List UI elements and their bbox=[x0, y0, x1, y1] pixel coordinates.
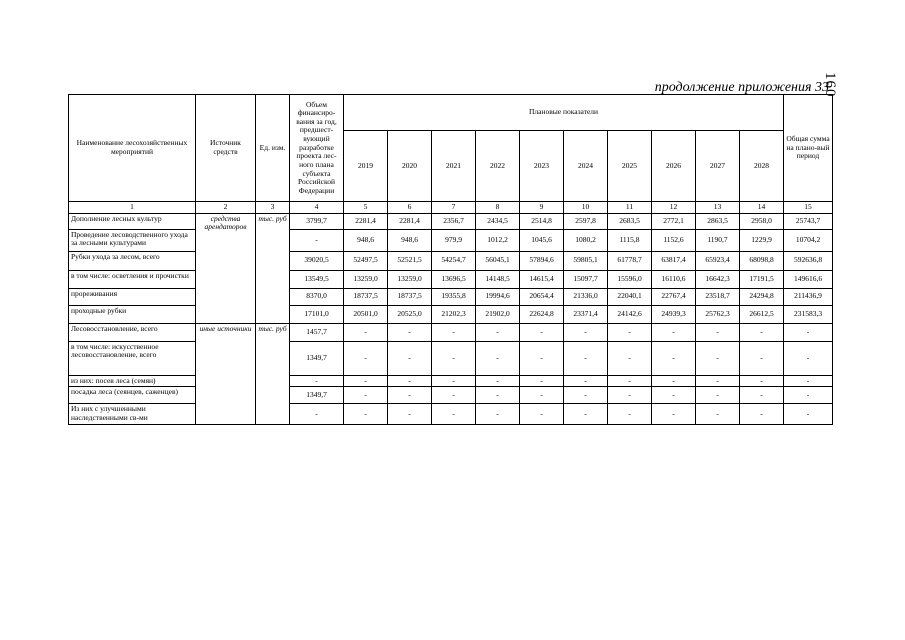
table-row bbox=[69, 404, 833, 424]
table-row bbox=[69, 375, 833, 387]
page-number: 160 bbox=[822, 72, 838, 98]
year-value: 54254,7 bbox=[432, 251, 476, 270]
year-value: 22040,1 bbox=[608, 288, 652, 305]
column-index: 15 bbox=[784, 202, 833, 214]
year-value: 20654,4 bbox=[520, 288, 564, 305]
year-header: 2028 bbox=[740, 131, 784, 202]
total-value: 211436,9 bbox=[784, 288, 833, 305]
source-cell: средства арендаторов bbox=[196, 213, 256, 323]
year-value: 65923,4 bbox=[696, 251, 740, 270]
prev-year-value: - bbox=[290, 375, 344, 387]
year-value: - bbox=[740, 341, 784, 375]
year-value: 20525,0 bbox=[388, 305, 432, 323]
year-value: - bbox=[652, 404, 696, 424]
year-value: 979,9 bbox=[432, 229, 476, 251]
column-index: 5 bbox=[344, 202, 388, 214]
year-value: - bbox=[520, 387, 564, 404]
year-header: 2022 bbox=[476, 131, 520, 202]
year-value: - bbox=[388, 375, 432, 387]
year-value: 19994,6 bbox=[476, 288, 520, 305]
year-value: 2281,4 bbox=[388, 213, 432, 229]
row-name: Проведение лесоводственного ухода за лесными культурами bbox=[69, 229, 196, 251]
year-value: - bbox=[344, 404, 388, 424]
table-row bbox=[69, 213, 833, 229]
year-value: - bbox=[520, 341, 564, 375]
year-value: 2863,5 bbox=[696, 213, 740, 229]
column-index: 2 bbox=[196, 202, 256, 214]
year-value: 21902,0 bbox=[476, 305, 520, 323]
table-row bbox=[69, 288, 833, 305]
year-value: - bbox=[432, 404, 476, 424]
year-value: - bbox=[388, 323, 432, 341]
row-name: в том числе: искусственное лесовосстановление, всего bbox=[69, 341, 196, 375]
year-value: 56045,1 bbox=[476, 251, 520, 270]
year-value: - bbox=[696, 404, 740, 424]
total-value: 10704,2 bbox=[784, 229, 833, 251]
row-name: Лесовосстановление, всего bbox=[69, 323, 196, 341]
header-name: Наименование лесохозяйственных мероприятий bbox=[69, 95, 196, 202]
year-value: - bbox=[652, 323, 696, 341]
column-index: 6 bbox=[388, 202, 432, 214]
year-value: 59805,1 bbox=[564, 251, 608, 270]
column-index: 7 bbox=[432, 202, 476, 214]
year-value: 18737,5 bbox=[344, 288, 388, 305]
total-value: - bbox=[784, 387, 833, 404]
prev-year-value: 17101,0 bbox=[290, 305, 344, 323]
header-unit: Ед. изм. bbox=[256, 95, 290, 202]
row-name: проходные рубки bbox=[69, 305, 196, 323]
table-row bbox=[69, 270, 833, 288]
table-row bbox=[69, 229, 833, 251]
year-value: 14615,4 bbox=[520, 270, 564, 288]
column-index: 14 bbox=[740, 202, 784, 214]
year-value: - bbox=[564, 404, 608, 424]
year-value: 21336,0 bbox=[564, 288, 608, 305]
year-value: - bbox=[696, 323, 740, 341]
row-name: прореживания bbox=[69, 288, 196, 305]
year-value: 1190,7 bbox=[696, 229, 740, 251]
row-name: посадка леса (сеянцев, саженцев) bbox=[69, 387, 196, 404]
prev-year-value: 39020,5 bbox=[290, 251, 344, 270]
prev-year-value: 3799,7 bbox=[290, 213, 344, 229]
year-value: - bbox=[608, 375, 652, 387]
year-value: 24294,8 bbox=[740, 288, 784, 305]
year-value: 13696,5 bbox=[432, 270, 476, 288]
year-value: - bbox=[432, 341, 476, 375]
year-value: - bbox=[608, 323, 652, 341]
row-name: Дополнение лесных культур bbox=[69, 213, 196, 229]
table-row bbox=[69, 323, 833, 341]
prev-year-value: 1349,7 bbox=[290, 387, 344, 404]
year-value: - bbox=[740, 404, 784, 424]
year-value: 25762,3 bbox=[696, 305, 740, 323]
year-value: 23371,4 bbox=[564, 305, 608, 323]
prev-year-value: 13549,5 bbox=[290, 270, 344, 288]
header-total: Общая сумма на плано-вый период bbox=[784, 95, 833, 202]
prev-year-value: - bbox=[290, 404, 344, 424]
year-value: 948,6 bbox=[344, 229, 388, 251]
year-header: 2026 bbox=[652, 131, 696, 202]
header-volume: Объем финансиро-вания за год, предшест-вующий разработке проекта лес-ного плана субъекта Российской Федерации bbox=[290, 95, 344, 202]
year-header: 2027 bbox=[696, 131, 740, 202]
year-value: 1229,9 bbox=[740, 229, 784, 251]
table-row bbox=[69, 251, 833, 270]
year-value: 15596,0 bbox=[608, 270, 652, 288]
row-name: Из них с улучшенными наследственными св-ми bbox=[69, 404, 196, 424]
year-value: 2772,1 bbox=[652, 213, 696, 229]
year-value: - bbox=[608, 341, 652, 375]
unit-cell: тыс. руб bbox=[256, 323, 290, 424]
year-value: - bbox=[476, 404, 520, 424]
year-value: 1012,2 bbox=[476, 229, 520, 251]
year-value: - bbox=[608, 404, 652, 424]
total-value: 592636,8 bbox=[784, 251, 833, 270]
year-value: - bbox=[432, 387, 476, 404]
total-value: - bbox=[784, 323, 833, 341]
column-index: 4 bbox=[290, 202, 344, 214]
year-value: - bbox=[652, 341, 696, 375]
column-index: 12 bbox=[652, 202, 696, 214]
year-value: - bbox=[388, 387, 432, 404]
year-value: - bbox=[740, 375, 784, 387]
total-value: 25743,7 bbox=[784, 213, 833, 229]
year-value: - bbox=[388, 404, 432, 424]
year-header: 2020 bbox=[388, 131, 432, 202]
year-value: 24939,3 bbox=[652, 305, 696, 323]
prev-year-value: 8370,0 bbox=[290, 288, 344, 305]
prev-year-value: - bbox=[290, 229, 344, 251]
year-value: - bbox=[520, 323, 564, 341]
year-value: 14148,5 bbox=[476, 270, 520, 288]
year-value: - bbox=[432, 375, 476, 387]
row-name: из них: посев леса (семян) bbox=[69, 375, 196, 387]
row-name: в том числе: осветления и прочистки bbox=[69, 270, 196, 288]
year-value: - bbox=[696, 375, 740, 387]
year-value: 1045,6 bbox=[520, 229, 564, 251]
year-value: 15097,7 bbox=[564, 270, 608, 288]
year-value: - bbox=[564, 323, 608, 341]
year-value: - bbox=[344, 341, 388, 375]
year-value: 17191,5 bbox=[740, 270, 784, 288]
year-value: 19355,8 bbox=[432, 288, 476, 305]
year-value: - bbox=[344, 323, 388, 341]
year-value: - bbox=[476, 387, 520, 404]
year-value: - bbox=[476, 341, 520, 375]
column-index: 13 bbox=[696, 202, 740, 214]
year-value: - bbox=[652, 387, 696, 404]
year-value: 21202,3 bbox=[432, 305, 476, 323]
table-row bbox=[69, 305, 833, 323]
year-header: 2019 bbox=[344, 131, 388, 202]
column-index: 8 bbox=[476, 202, 520, 214]
year-value: 1080,2 bbox=[564, 229, 608, 251]
year-value: 61778,7 bbox=[608, 251, 652, 270]
year-value: 2281,4 bbox=[344, 213, 388, 229]
header-planned: Плановые показатели bbox=[344, 95, 784, 131]
column-index: 10 bbox=[564, 202, 608, 214]
year-value: - bbox=[476, 323, 520, 341]
year-value: 16110,6 bbox=[652, 270, 696, 288]
year-value: 63817,4 bbox=[652, 251, 696, 270]
year-value: - bbox=[608, 387, 652, 404]
year-value: 1115,8 bbox=[608, 229, 652, 251]
column-index: 9 bbox=[520, 202, 564, 214]
column-index: 11 bbox=[608, 202, 652, 214]
year-value: 18737,5 bbox=[388, 288, 432, 305]
year-value: - bbox=[564, 387, 608, 404]
year-value: - bbox=[432, 323, 476, 341]
year-value: - bbox=[740, 323, 784, 341]
prev-year-value: 1457,7 bbox=[290, 323, 344, 341]
year-value: 22767,4 bbox=[652, 288, 696, 305]
year-value: - bbox=[388, 341, 432, 375]
year-value: 2597,8 bbox=[564, 213, 608, 229]
year-value: 22624,8 bbox=[520, 305, 564, 323]
total-value: - bbox=[784, 375, 833, 387]
year-value: 16642,3 bbox=[696, 270, 740, 288]
year-value: 1152,6 bbox=[652, 229, 696, 251]
year-value: 2514,8 bbox=[520, 213, 564, 229]
year-value: 20501,0 bbox=[344, 305, 388, 323]
header-source: Источник средств bbox=[196, 95, 256, 202]
year-value: - bbox=[564, 341, 608, 375]
year-header: 2023 bbox=[520, 131, 564, 202]
total-value: - bbox=[784, 404, 833, 424]
unit-cell: тыс. руб bbox=[256, 213, 290, 323]
total-value: 149616,6 bbox=[784, 270, 833, 288]
year-value: 26612,5 bbox=[740, 305, 784, 323]
year-value: 13259,0 bbox=[388, 270, 432, 288]
year-header: 2025 bbox=[608, 131, 652, 202]
year-value: 2356,7 bbox=[432, 213, 476, 229]
year-value: - bbox=[696, 387, 740, 404]
total-value: - bbox=[784, 341, 833, 375]
year-value: - bbox=[740, 387, 784, 404]
year-value: 23518,7 bbox=[696, 288, 740, 305]
year-value: - bbox=[520, 404, 564, 424]
year-value: 948,6 bbox=[388, 229, 432, 251]
total-value: 231583,3 bbox=[784, 305, 833, 323]
year-value: 57894,6 bbox=[520, 251, 564, 270]
year-header: 2021 bbox=[432, 131, 476, 202]
year-value: - bbox=[476, 375, 520, 387]
column-index: 1 bbox=[69, 202, 196, 214]
year-value: 52521,5 bbox=[388, 251, 432, 270]
financing-table bbox=[68, 94, 833, 425]
year-value: 24142,6 bbox=[608, 305, 652, 323]
table-row bbox=[69, 387, 833, 404]
year-value: 52497,5 bbox=[344, 251, 388, 270]
year-value: - bbox=[564, 375, 608, 387]
year-value: - bbox=[652, 375, 696, 387]
continuation-caption: продолжение приложения 33 bbox=[654, 80, 829, 95]
year-value: 68098,8 bbox=[740, 251, 784, 270]
year-value: 2958,0 bbox=[740, 213, 784, 229]
row-name: Рубки ухода за лесом, всего bbox=[69, 251, 196, 270]
source-cell: иные источники bbox=[196, 323, 256, 424]
year-value: 2683,5 bbox=[608, 213, 652, 229]
year-value: - bbox=[520, 375, 564, 387]
prev-year-value: 1349,7 bbox=[290, 341, 344, 375]
year-value: 2434,5 bbox=[476, 213, 520, 229]
year-value: - bbox=[344, 387, 388, 404]
year-value: - bbox=[344, 375, 388, 387]
table-row bbox=[69, 341, 833, 375]
year-value: - bbox=[696, 341, 740, 375]
year-value: 13259,0 bbox=[344, 270, 388, 288]
year-header: 2024 bbox=[564, 131, 608, 202]
column-index: 3 bbox=[256, 202, 290, 214]
